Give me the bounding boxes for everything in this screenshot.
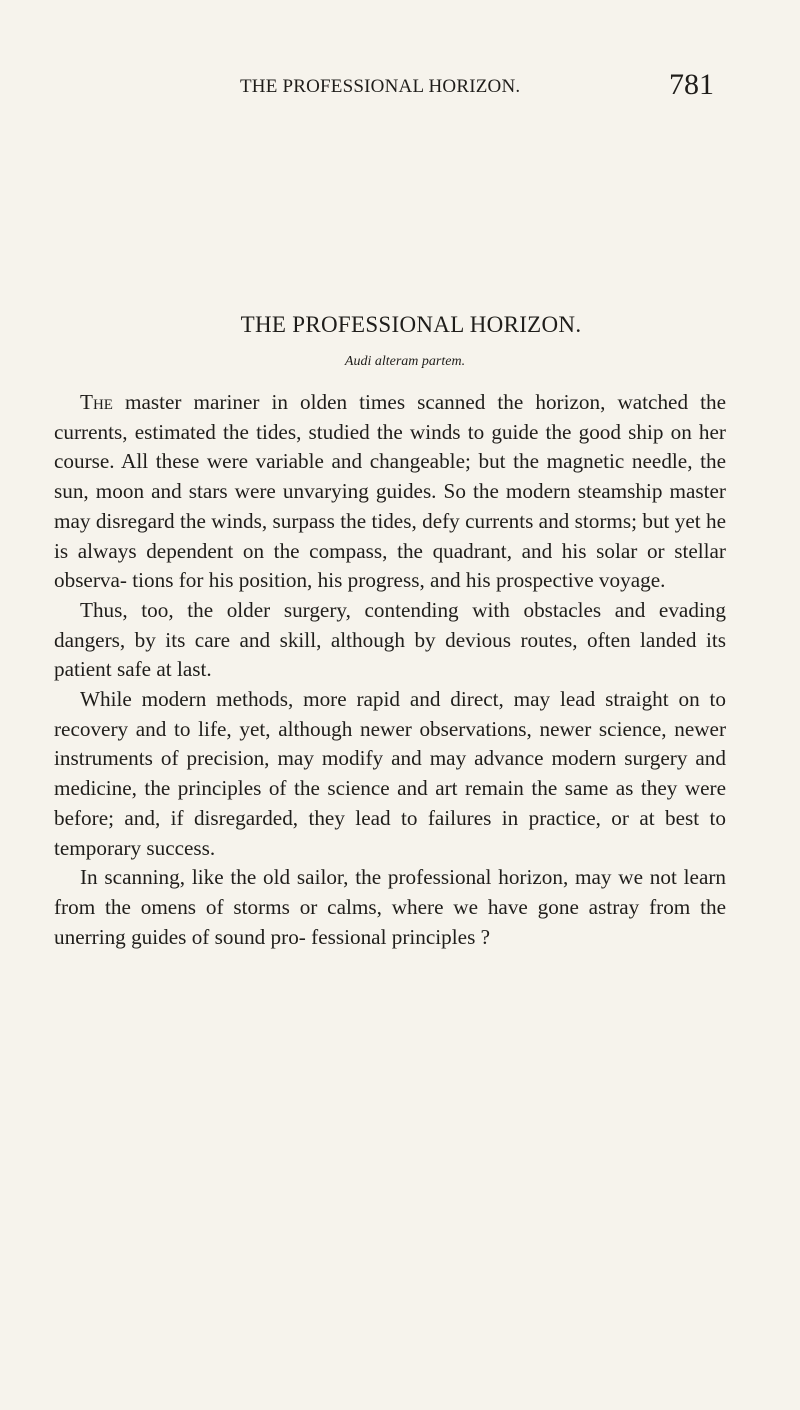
- paragraph: [54, 863, 726, 952]
- paragraph: [54, 685, 726, 863]
- running-head: [240, 68, 714, 102]
- paragraph: [54, 388, 726, 596]
- paragraph-text: While modern methods, more rapid and direct, may lead straight on to recovery and to life, yet, although newer observations, newer science, newer instruments of precision, may modify and may advance modern surgery and medicine, the principles of the science and art remain the same as they were before; and, if disregarded, they lead to failures in practice, or at best to temporary success.: [54, 687, 726, 860]
- body-text: [54, 388, 726, 952]
- paragraph: [54, 596, 726, 685]
- epigraph: Audi alteram partem.: [344, 354, 466, 369]
- chapter-title: THE PROFESSIONAL HORIZON.: [240, 312, 582, 337]
- page-number: 781: [669, 68, 714, 101]
- paragraph-text: master mariner in olden times scanned the horizon, watched the currents, estimated the tides, studied the winds to guide the good ship on her course. All these were variable and changeable; but the magnetic needle, the sun, moon and stars were unvarying guides. So the modern steamship master may disregard the winds, surpass the tides, defy currents and storms; but yet he is always dependent on the compass, the quadrant, and his solar or stellar observa- tions for his position, his progress, and his prospective voyage.: [54, 390, 726, 593]
- paragraph-lead-word: The: [80, 390, 113, 414]
- running-title: THE PROFESSIONAL HORIZON.: [240, 76, 521, 97]
- paragraph-text: In scanning, like the old sailor, the professional horizon, may we not learn from the omens of storms or calms, where we have gone astray from the unerring guides of sound pro- fessional principles ?: [54, 865, 726, 949]
- paragraph-text: Thus, too, the older surgery, contending with obstacles and evading dangers, by its care and skill, although by devious routes, often landed its patient safe at last.: [54, 597, 726, 682]
